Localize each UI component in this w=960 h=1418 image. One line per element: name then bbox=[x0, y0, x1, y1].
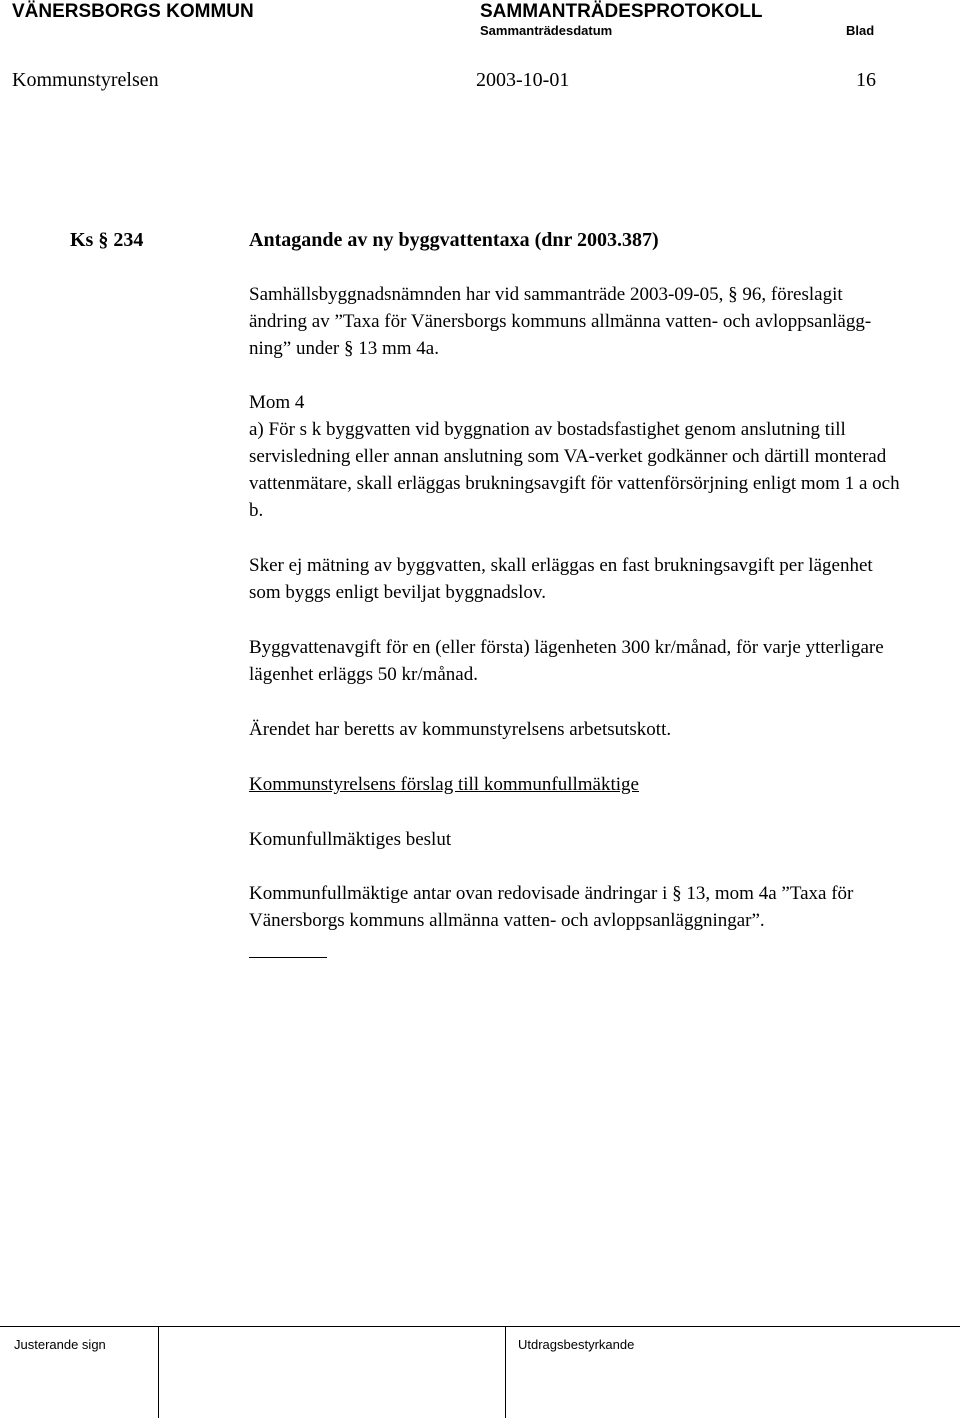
end-rule bbox=[249, 957, 327, 958]
footer-divider bbox=[158, 1327, 159, 1418]
decision-text: Kommunfullmäktige antar ovan redovisade ändringar i § 13, mom 4a ”Taxa för Vänersborgs kommuns allmänna vatten- och avloppsanläggningar”. bbox=[249, 883, 854, 931]
meeting-date: 2003-10-01 bbox=[476, 69, 570, 91]
paragraph-fees bbox=[249, 634, 939, 688]
signature-footer bbox=[0, 1326, 960, 1418]
decision-heading: Komunfullmäktiges beslut bbox=[249, 829, 452, 850]
extract-label: Utdragsbestyrkande bbox=[518, 1337, 635, 1352]
paragraph-text: Mom 4 a) För s k byggvatten vid byggnation av bostadsfastighet genom anslutning till servisledning eller annan anslutning som VA-verket godkänner och därtill monterad vattenmätare, skall erläggas brukningsavgift för vattenförsörjning enligt mom 1 a och b. bbox=[249, 392, 900, 521]
paragraph-mom4 bbox=[249, 389, 939, 524]
case-title: Antagande av ny byggvattentaxa (dnr 2003.387) bbox=[249, 229, 659, 251]
municipality-name: VÄNERSBORGS KOMMUN bbox=[12, 1, 254, 22]
issuing-body: Kommunstyrelsen bbox=[12, 69, 159, 91]
paragraph-text: Samhällsbyggnadsnämnden har vid sammanträde 2003-09-05, § 96, föreslagit ändring av ”Taxa för Vänersborgs kommuns allmänna vatten- och avloppsanlägg- ning” under § 13 mm 4a. bbox=[249, 284, 872, 359]
proposal-heading: Kommunstyrelsens förslag till kommunfullmäktige bbox=[249, 774, 639, 795]
paragraph-text: Sker ej mätning av byggvatten, skall erläggas en fast brukningsavgift per lägenhet som byggs enligt beviljat byggnadslov. bbox=[249, 555, 873, 603]
decision-block bbox=[249, 880, 939, 934]
paragraph-background bbox=[249, 281, 939, 362]
paragraph-prepared bbox=[249, 716, 939, 743]
paragraph-text: Byggvattenavgift för en (eller första) lägenheten 300 kr/månad, för varje ytterligare lägenhet erläggs 50 kr/månad. bbox=[249, 637, 884, 685]
case-number: Ks § 234 bbox=[70, 229, 144, 251]
sign-label: Justerande sign bbox=[14, 1337, 106, 1352]
page-label: Blad bbox=[846, 23, 875, 38]
paragraph-no-metering bbox=[249, 552, 939, 606]
document-type: SAMMANTRÄDESPROTOKOLL bbox=[480, 1, 763, 22]
proposal-heading-block bbox=[249, 771, 939, 798]
footer-divider bbox=[505, 1327, 506, 1418]
page-number: 16 bbox=[856, 69, 876, 91]
decision-heading-block bbox=[249, 826, 939, 853]
paragraph-text: Ärendet har beretts av kommunstyrelsens arbetsutskott. bbox=[249, 719, 672, 740]
date-label: Sammanträdesdatum bbox=[480, 23, 613, 38]
